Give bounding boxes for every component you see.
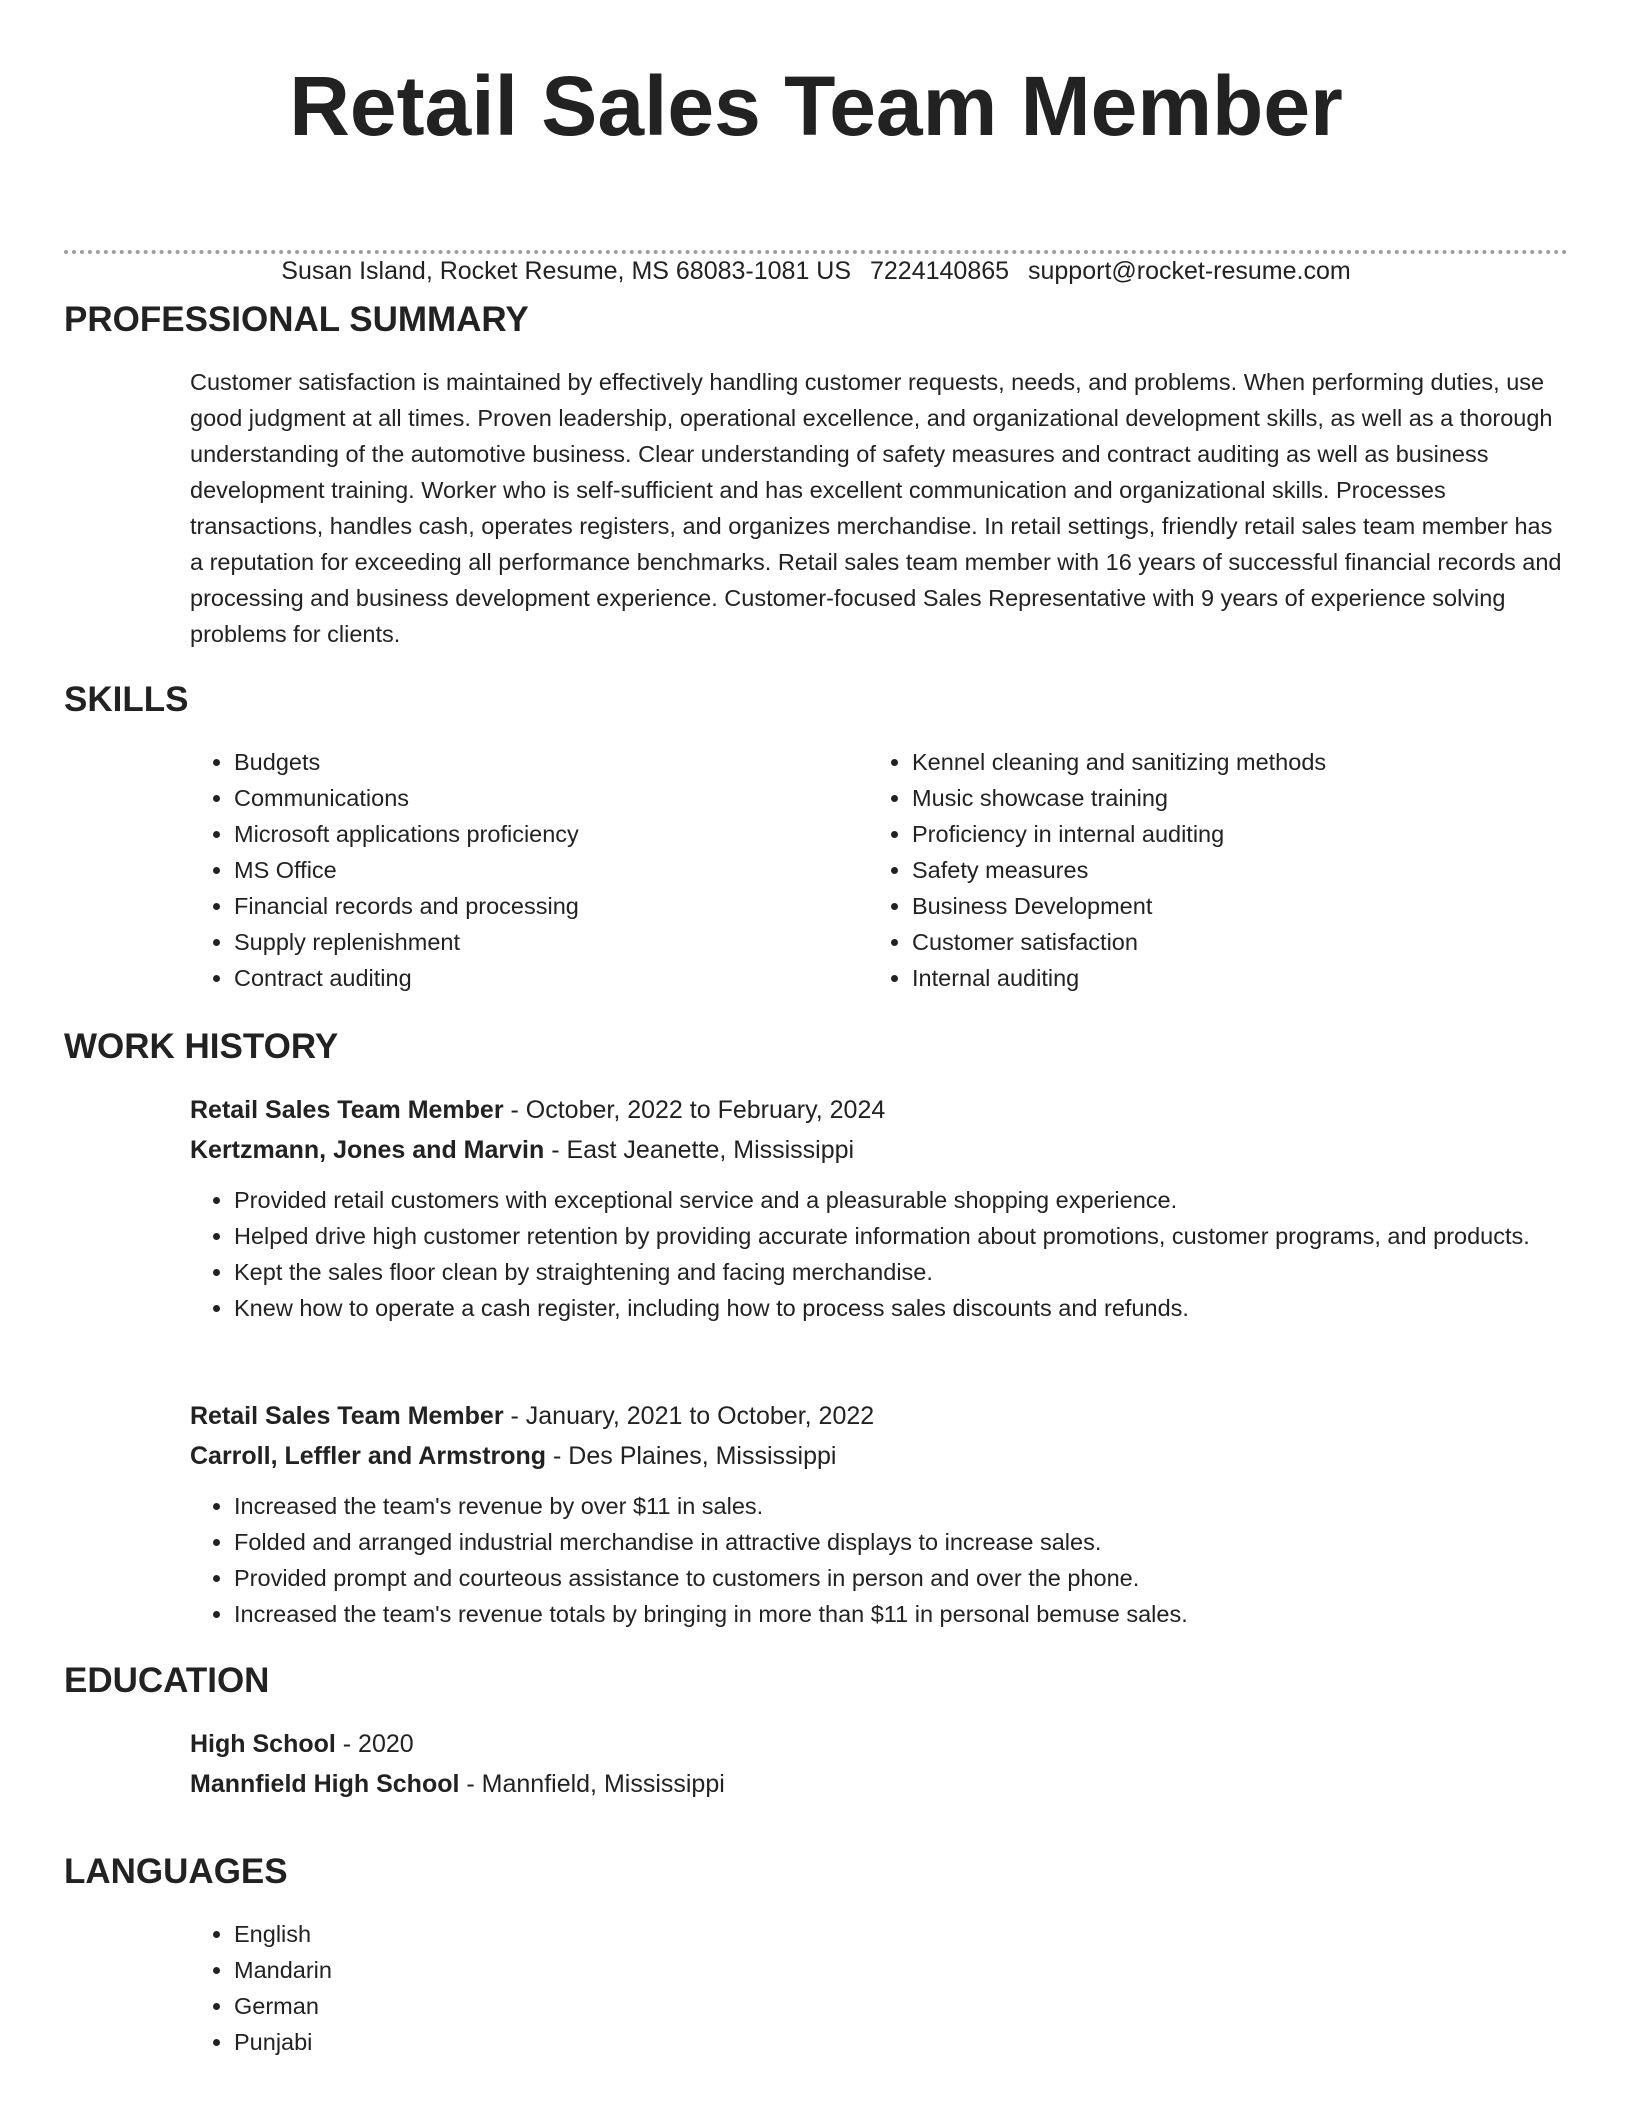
skill-item: • Supply replenishment: [234, 924, 830, 960]
education-degree: High School: [190, 1730, 336, 1758]
contact-phone: 7224140865: [870, 257, 1010, 285]
job-location: - Des Plaines, Mississippi: [546, 1442, 837, 1470]
languages-section: [190, 1916, 1568, 2060]
language-item: • English: [234, 1916, 1568, 1952]
job-dates: - October, 2022 to February, 2024: [503, 1096, 886, 1124]
skill-item: • Safety measures: [912, 852, 1508, 888]
skills-left-column: [190, 744, 830, 996]
education-school-line: [190, 1764, 1568, 1804]
skills-heading: SKILLS: [64, 680, 189, 719]
language-item: • Punjabi: [234, 2024, 1568, 2060]
job-bullet: • Increased the team's revenue by over $11 in sales.: [234, 1488, 1568, 1524]
job-dates: - January, 2021 to October, 2022: [503, 1402, 875, 1430]
language-item: • German: [234, 1988, 1568, 2024]
job-company-line: [190, 1130, 1568, 1170]
skill-item: • Budgets: [234, 744, 830, 780]
job-bullet: • Folded and arranged industrial merchandise in attractive displays to increase sales.: [234, 1524, 1568, 1560]
job-bullets: [190, 1182, 1568, 1326]
skill-item: • Microsoft applications proficiency: [234, 816, 830, 852]
job-location: - East Jeanette, Mississippi: [544, 1136, 855, 1164]
job-bullet: • Knew how to operate a cash register, including how to process sales discounts and refunds.: [234, 1290, 1568, 1326]
job-company: Carroll, Leffler and Armstrong: [190, 1442, 547, 1470]
education-school: Mannfield High School: [190, 1770, 460, 1798]
contact-line: [64, 255, 1568, 287]
education-location: - Mannfield, Mississippi: [459, 1770, 725, 1798]
summary-heading: PROFESSIONAL SUMMARY: [64, 300, 529, 339]
job-bullet: • Increased the team's revenue totals by bringing in more than $11 in personal bemuse sales.: [234, 1596, 1568, 1632]
skill-item: • Internal auditing: [912, 960, 1508, 996]
resume-title: Retail Sales Team Member: [289, 59, 1343, 153]
contact-address: Susan Island, Rocket Resume, MS 68083-1081 US: [281, 257, 852, 285]
job-company: Kertzmann, Jones and Marvin: [190, 1136, 545, 1164]
summary-section: [190, 364, 1568, 652]
education-degree-line: [190, 1724, 1568, 1764]
job-title: Retail Sales Team Member: [190, 1402, 504, 1430]
header-divider: [64, 250, 1568, 254]
job-bullet: • Helped drive high customer retention by providing accurate information about promotions, customer programs, and products.: [234, 1218, 1568, 1254]
job-bullet: • Provided retail customers with exceptional service and a pleasurable shopping experience.: [234, 1182, 1568, 1218]
skill-item: • Music showcase training: [912, 780, 1508, 816]
education-year: - 2020: [335, 1730, 414, 1758]
education-heading: EDUCATION: [64, 1661, 270, 1700]
language-item: • Mandarin: [234, 1952, 1568, 1988]
skills-right-column: [868, 744, 1508, 996]
skill-item: • Business Development: [912, 888, 1508, 924]
job-entry: [190, 1090, 1568, 1326]
job-bullets: [190, 1488, 1568, 1632]
skill-item: • Kennel cleaning and sanitizing methods: [912, 744, 1508, 780]
job-bullet: • Provided prompt and courteous assistance to customers in person and over the phone.: [234, 1560, 1568, 1596]
job-title-line: [190, 1396, 1568, 1436]
job-bullet: • Kept the sales floor clean by straightening and facing merchandise.: [234, 1254, 1568, 1290]
contact-email: support@rocket-resume.com: [1028, 257, 1351, 285]
skill-item: • Proficiency in internal auditing: [912, 816, 1508, 852]
job-title: Retail Sales Team Member: [190, 1096, 504, 1124]
skill-item: • MS Office: [234, 852, 830, 888]
job-entry: [190, 1396, 1568, 1632]
education-entry: [190, 1724, 1568, 1804]
job-title-line: [190, 1090, 1568, 1130]
languages-heading: LANGUAGES: [64, 1852, 288, 1891]
skill-item: • Communications: [234, 780, 830, 816]
work-heading: WORK HISTORY: [64, 1027, 339, 1066]
summary-text: Customer satisfaction is maintained by effectively handling customer requests, needs, and problems. When performing duties, use good judgment at all times. Proven leadership, operational excellence, and organizational development skills, as well as a thorough understanding of the automotive business. Clear understanding of safety measures and contract auditing as well as business development training. Worker who is self-sufficient and has excellent communication and organizational skills. Processes transactions, handles cash, operates registers, and organizes merchandise. In retail settings, friendly retail sales team member has a reputation for exceeding all performance benchmarks. Retail sales team member with 16 years of successful financial records and processing and business development experience. Customer-focused Sales Representative with 9 years of experience solving problems for clients.: [190, 369, 1562, 647]
skill-item: • Customer satisfaction: [912, 924, 1508, 960]
skill-item: • Financial records and processing: [234, 888, 830, 924]
skill-item: • Contract auditing: [234, 960, 830, 996]
job-company-line: [190, 1436, 1568, 1476]
